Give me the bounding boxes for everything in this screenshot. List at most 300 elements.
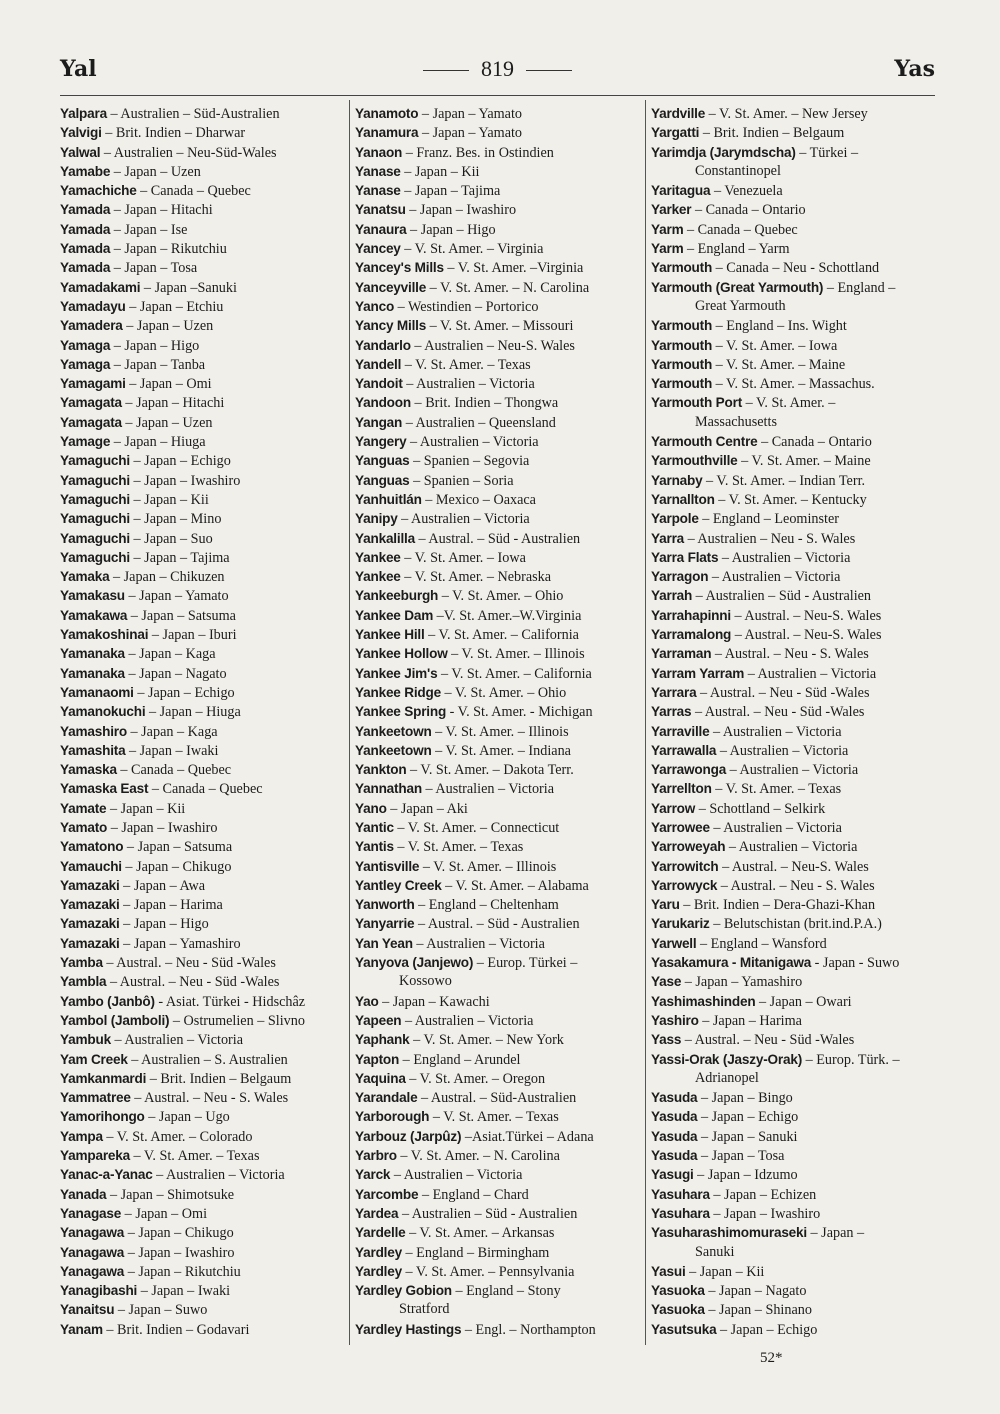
entry-headword: Yamabe — [60, 163, 111, 179]
entry-headword: Yarraville — [651, 723, 710, 739]
entry-headword: Yarmouth Centre — [651, 434, 758, 450]
entry-headword: Yankeetown — [355, 723, 432, 739]
entry-location: – Japan – Tosa — [697, 1148, 785, 1165]
entry-location: – Japan – Omi — [125, 376, 212, 393]
entry-location: – Japan – Ise — [110, 221, 188, 238]
entry-location: – Brit. Indien – Belgaum — [146, 1070, 292, 1087]
entry-headword: Yarramalong — [651, 627, 732, 643]
gazetteer-entry — [651, 509, 941, 528]
entry-headword: Yamaguchi — [60, 530, 130, 546]
entry-headword: Yasakamura - Mitanigawa — [651, 955, 812, 971]
entry-location: – Japan – Omi — [121, 1205, 208, 1222]
entry-location: – V. St. Amer. –Virginia — [443, 260, 584, 277]
gazetteer-entry — [355, 220, 638, 239]
gazetteer-entry — [651, 760, 941, 779]
gazetteer-entry — [651, 432, 941, 451]
gazetteer-entry — [355, 1281, 638, 1300]
entry-headword: Yasui — [651, 1263, 686, 1279]
entry-location: – Japan – Rikutchiu — [124, 1263, 241, 1280]
gazetteer-entry — [651, 220, 941, 239]
gazetteer-entry — [355, 451, 638, 470]
entry-location: Great Yarmouth — [695, 297, 786, 314]
entry-headword: Yancey's Mills — [355, 260, 444, 276]
gazetteer-entry — [60, 509, 345, 528]
entry-location: – Japan – Uzen — [110, 163, 201, 180]
entry-headword: Yamakasu — [60, 588, 125, 604]
entry-location: – Austral. – Neu - Süd -Wales — [102, 955, 276, 972]
gazetteer-entry — [355, 374, 638, 393]
gazetteer-entry — [651, 837, 941, 856]
entry-headword: Yampa — [60, 1128, 103, 1144]
entry-location: – Canada – Quebec — [148, 781, 263, 798]
gazetteer-entry — [651, 895, 941, 914]
entry-location: – V. St. Amer. – New York — [409, 1032, 564, 1049]
entry-headword: Yarrahapinni — [651, 607, 731, 623]
entry-headword: Yancey — [355, 241, 401, 257]
entry-location: – V. St. Amer. – Pennsylvania — [401, 1263, 575, 1280]
entry-location: – Japan – Bingo — [697, 1090, 793, 1107]
entry-location: – Austral. – Neu - S. Wales — [711, 646, 869, 663]
entry-headword: Yamanokuchi — [60, 704, 146, 720]
entry-location: – Austral. – Neu-S. Wales — [718, 858, 869, 875]
gazetteer-entry — [651, 143, 941, 162]
gazetteer-entry — [60, 1204, 345, 1223]
entry-location: – V. St. Amer. – — [742, 395, 836, 412]
entry-location: – Japan – Echigo — [697, 1109, 799, 1126]
gazetteer-entry — [60, 702, 345, 721]
gazetteer-entry — [355, 162, 638, 181]
entry-headword: Yamanaka — [60, 665, 125, 681]
gazetteer-entry — [60, 181, 345, 200]
entry-headword: Yanco — [355, 298, 395, 314]
entry-headword: Yarrowyck — [651, 877, 718, 893]
gazetteer-entry — [355, 625, 638, 644]
entry-location: – V. St. Amer. – Texas — [711, 781, 842, 798]
entry-headword: Yanase — [355, 163, 401, 179]
entry-location: – Venezuela — [710, 183, 783, 200]
entry-location: – Brit. Indien – Godavari — [102, 1321, 250, 1338]
entry-headword: Yamazaki — [60, 916, 120, 932]
gazetteer-entry — [60, 529, 345, 548]
gazetteer-entry — [355, 548, 638, 567]
entry-location: – Japan – Aki — [386, 800, 468, 817]
entry-location: Massachusetts — [695, 413, 777, 430]
entry-headword: Yampareka — [60, 1148, 130, 1164]
entry-headword: Yannathan — [355, 781, 422, 797]
entry-location: – Japan – Nagato — [704, 1283, 807, 1300]
gazetteer-entry — [651, 722, 941, 741]
entry-location: – Japan – Tosa — [110, 260, 198, 277]
entry-headword: Yanhuitlán — [355, 491, 422, 507]
entry-headword: Yangery — [355, 434, 407, 450]
gazetteer-entry — [651, 992, 941, 1011]
entry-location: – V. St. Amer. – California — [437, 665, 592, 682]
entry-location: – Japan – Tajima — [400, 183, 501, 200]
entry-location: – Spanien – Segovia — [409, 453, 530, 470]
entry-location: – Japan – Chikugo — [124, 1225, 234, 1242]
entry-headword: Yardelle — [355, 1225, 406, 1241]
gazetteer-entry — [355, 104, 638, 123]
entry-headword: Yamazaki — [60, 877, 120, 893]
entry-continuation — [651, 297, 941, 316]
entry-headword: Yanagawa — [60, 1225, 125, 1241]
running-head-left: Yal — [60, 56, 97, 82]
entry-headword: Yarm — [651, 221, 684, 237]
entry-location: – Japan – — [806, 1225, 865, 1242]
entry-location: – Australien – Victoria — [726, 762, 859, 779]
gazetteer-entry — [651, 181, 941, 200]
gazetteer-entry — [651, 1088, 941, 1107]
gazetteer-entry — [355, 567, 638, 586]
entry-location: – V. St. Amer. – Texas — [429, 1109, 559, 1126]
gazetteer-entry — [60, 413, 345, 432]
entry-location: – Japan – Idzumo — [693, 1167, 798, 1184]
entry-location: – Australien – Victoria — [401, 1012, 534, 1029]
entry-headword: Yardley — [355, 1244, 402, 1260]
entry-headword: Yamate — [60, 800, 107, 816]
entry-location: – V. St. Amer. – Texas — [393, 839, 524, 856]
entry-location: – Japan – Higo — [119, 916, 209, 933]
entry-location: – England – Chard — [418, 1186, 529, 1203]
entry-headword: Yamachiche — [60, 183, 137, 199]
entry-location: – Austral. – Neu - S. Wales — [717, 877, 875, 894]
gazetteer-entry — [355, 914, 638, 933]
entry-location: – England – Leominster — [698, 511, 839, 528]
gazetteer-entry — [651, 374, 941, 393]
entry-headword: Yashimashinden — [651, 993, 756, 1009]
entry-headword: Yamadera — [60, 318, 123, 334]
gazetteer-entry — [355, 181, 638, 200]
entry-location: – V. St. Amer. – Ohio — [441, 684, 567, 701]
entry-headword: Yamakawa — [60, 607, 128, 623]
gazetteer-entry — [651, 239, 941, 258]
entry-location: – Japan – Hitachi — [110, 202, 213, 219]
entry-location: – England – Wansford — [696, 935, 827, 952]
entry-location: – V. St. Amer. – Illinois — [431, 723, 569, 740]
entry-headword: Yamaguchi — [60, 549, 130, 565]
entry-headword: Yamaga — [60, 356, 111, 372]
entry-headword: Yasutsuka — [651, 1321, 717, 1337]
gazetteer-entry — [651, 857, 941, 876]
entry-headword: Yamazaki — [60, 935, 120, 951]
entry-headword: Yankee Hill — [355, 627, 425, 643]
entry-location: – Japan – Iwashiro — [129, 472, 241, 489]
entry-location: – Japan – Iburi — [148, 627, 237, 644]
gazetteer-entry — [355, 1107, 638, 1126]
entry-headword: Yankeeburgh — [355, 588, 439, 604]
entry-headword: Yanac-a-Yanac — [60, 1167, 153, 1183]
gazetteer-entry — [60, 1223, 345, 1242]
gazetteer-entry — [355, 1165, 638, 1184]
entry-headword: Yamage — [60, 434, 111, 450]
entry-headword: Yarragon — [651, 569, 709, 585]
entry-headword: Yamagami — [60, 376, 126, 392]
entry-location: – Japan – Rikutchiu — [110, 241, 227, 258]
entry-location: – V. St. Amer. – Illinois — [447, 646, 585, 663]
entry-headword: Yamaska East — [60, 781, 149, 797]
entry-location: – Europ. Türk. – — [802, 1051, 900, 1068]
entry-location: – V. St. Amer. – Indian Terr. — [702, 472, 866, 489]
entry-location: – Japan –Sanuki — [140, 279, 237, 296]
entry-location: – Ostrumelien – Slivno — [169, 1012, 305, 1029]
entry-headword: Yanaon — [355, 144, 403, 160]
entry-location: – Franz. Bes. in Ostindien — [402, 144, 554, 161]
gazetteer-entry — [60, 1069, 345, 1088]
gazetteer-entry — [60, 625, 345, 644]
entry-headword: Yarukariz — [651, 916, 710, 932]
entry-headword: Yamada — [60, 202, 111, 218]
gazetteer-entry — [60, 1088, 345, 1107]
entry-headword: Yasuoka — [651, 1283, 705, 1299]
entry-location: – Japan – Uzen — [121, 414, 213, 431]
entry-location: – Brit. Indien – Belgaum — [699, 125, 845, 142]
entry-location: – Japan – Echigo — [716, 1321, 818, 1338]
entry-location: – V. St. Amer. – Iowa — [400, 549, 526, 566]
entry-location: - V. St. Amer. - Michigan — [446, 704, 593, 721]
gazetteer-entry — [651, 1281, 941, 1300]
gazetteer-entry — [651, 567, 941, 586]
gazetteer-entry — [60, 972, 345, 991]
entry-location: – Türkei – — [795, 144, 859, 161]
entry-location: – Japan – Yamato — [418, 125, 523, 142]
entry-location: – V. St. Amer. – Texas — [401, 356, 531, 373]
gazetteer-entry — [355, 143, 638, 162]
gazetteer-entry — [651, 1030, 941, 1049]
gazetteer-entry — [60, 1300, 345, 1319]
entry-location: – Japan – Kii — [129, 491, 209, 508]
gazetteer-entry — [355, 760, 638, 779]
entry-location: – Japan – Sanuki — [697, 1128, 798, 1145]
entry-continuation — [651, 162, 941, 181]
gazetteer-entry — [355, 258, 638, 277]
gazetteer-entry — [355, 992, 638, 1011]
gazetteer-entry — [60, 914, 345, 933]
entry-location: – V. St. Amer. – New Jersey — [705, 106, 868, 122]
entry-continuation — [651, 413, 941, 432]
gazetteer-entry — [651, 1185, 941, 1204]
header-dash-right — [526, 70, 572, 71]
entry-headword: Yasuda — [651, 1148, 698, 1164]
entry-location: – England – Yarm — [683, 241, 790, 258]
entry-location: – Japan – Kii — [106, 800, 186, 817]
gazetteer-entry — [60, 779, 345, 798]
entry-location: – Japan – Etchiu — [125, 298, 224, 315]
gazetteer-entry — [651, 914, 941, 933]
gazetteer-entry — [355, 799, 638, 818]
gazetteer-entry — [355, 336, 638, 355]
gazetteer-entry — [651, 490, 941, 509]
entry-headword: Yass — [651, 1032, 682, 1048]
entry-location: – Japan – Shimotsuke — [106, 1186, 235, 1203]
gazetteer-entry — [60, 143, 345, 162]
entry-location: – V. St. Amer. – California — [424, 627, 579, 644]
gazetteer-entry — [60, 934, 345, 953]
gazetteer-entry — [60, 490, 345, 509]
entry-headword: Yanamura — [355, 125, 419, 141]
entry-headword: Yapeen — [355, 1012, 402, 1028]
entry-location: – V. St. Amer. – Texas — [130, 1148, 260, 1165]
entry-headword: Yarrawalla — [651, 742, 717, 758]
gazetteer-entry — [651, 644, 941, 663]
entry-headword: Yarrah — [651, 588, 693, 604]
entry-headword: Yanase — [355, 183, 401, 199]
entry-headword: Yanagawa — [60, 1244, 125, 1260]
entry-location: – Japan – Suo — [129, 530, 213, 547]
entry-headword: Yan Yean — [355, 935, 413, 951]
gazetteer-entry — [355, 239, 638, 258]
entry-headword: Yasugi — [651, 1167, 694, 1183]
entry-location: – Canada – Quebec — [683, 221, 798, 238]
entry-location: – Canada – Quebec — [136, 183, 251, 200]
gazetteer-entry — [355, 1146, 638, 1165]
entry-headword: Yambla — [60, 974, 107, 990]
entry-location: – Australien – Victoria — [110, 1032, 244, 1049]
entry-headword: Yankee Hollow — [355, 646, 448, 662]
gazetteer-entry — [355, 1320, 638, 1339]
entry-location: – Japan – Yamashiro — [681, 974, 803, 991]
gazetteer-entry — [60, 1146, 345, 1165]
entry-location: Constantinopel — [695, 162, 781, 179]
gazetteer-entry — [60, 664, 345, 683]
entry-headword: Yanyarrie — [355, 916, 415, 932]
gazetteer-entry — [355, 953, 638, 972]
entry-headword: Yankee Jim's — [355, 665, 438, 681]
entry-location: – V. St. Amer. – Virginia — [400, 241, 544, 258]
gazetteer-entry — [651, 336, 941, 355]
gazetteer-entry — [60, 336, 345, 355]
entry-headword: Yankee Spring — [355, 704, 447, 720]
entry-headword: Yardea — [355, 1205, 399, 1221]
gazetteer-entry — [60, 722, 345, 741]
gazetteer-entry — [651, 529, 941, 548]
entry-location: – Japan – Uzen — [122, 318, 214, 335]
gazetteer-entry — [651, 1320, 941, 1339]
entry-headword: Yantic — [355, 819, 394, 835]
entry-location: – Japan – Hitachi — [121, 395, 225, 412]
entry-location: – V. St. Amer. – N. Carolina — [426, 279, 590, 296]
entry-continuation — [651, 1069, 941, 1088]
gazetteer-entry — [355, 1243, 638, 1262]
entry-location: – Japan – Ugo — [144, 1109, 230, 1126]
gazetteer-entry — [60, 953, 345, 972]
entry-location: – Australien – Victoria — [725, 839, 858, 856]
gazetteer-entry — [60, 1185, 345, 1204]
gazetteer-entry — [60, 104, 345, 123]
entry-headword: Yamadakami — [60, 279, 141, 295]
column-divider-1 — [349, 100, 350, 1345]
gazetteer-entry — [651, 355, 941, 374]
gazetteer-entry — [60, 200, 345, 219]
entry-location: – Australien – Neu-S. Wales — [410, 337, 575, 354]
entry-headword: Yaritagua — [651, 183, 711, 199]
entry-location: – Austral. – Neu - Süd -Wales — [691, 704, 865, 721]
gazetteer-entry — [355, 393, 638, 412]
gazetteer-entry — [60, 895, 345, 914]
gazetteer-entry — [651, 278, 941, 297]
entry-headword: Yamagata — [60, 414, 122, 430]
entry-headword: Yanam — [60, 1321, 103, 1337]
gazetteer-entry — [355, 509, 638, 528]
entry-location: – Japan – Iwashiro — [107, 819, 218, 836]
gazetteer-entry — [355, 741, 638, 760]
entry-headword: Yarmouth Port — [651, 395, 743, 411]
entry-location: – V. St. Amer. – Alabama — [441, 877, 589, 894]
entry-location: – Japan – Iwaki — [125, 742, 219, 759]
entry-location: – Austral. – Neu - Süd -Wales — [106, 974, 280, 991]
entry-location: – Europ. Türkei – — [473, 955, 578, 972]
entry-location: – Australien – Victoria — [709, 723, 842, 740]
running-head-right: Yas — [894, 56, 935, 82]
entry-headword: Yalwal — [60, 144, 101, 160]
entry-headword: Yamazaki — [60, 897, 120, 913]
entry-headword: Yarmouth — [651, 318, 713, 334]
entry-headword: Yarrara — [651, 684, 697, 700]
entry-headword: Yamatono — [60, 839, 124, 855]
entry-location: – Canada – Neu - Schottland — [712, 260, 880, 277]
entry-headword: Yambuk — [60, 1032, 111, 1048]
entry-location: – Australien – Victoria — [708, 569, 841, 586]
gazetteer-entry — [651, 683, 941, 702]
entry-location: – Japan – Yamashiro — [119, 935, 241, 952]
gazetteer-entry — [60, 162, 345, 181]
gazetteer-entry — [355, 1011, 638, 1030]
entry-location: – Australien – Victoria — [718, 549, 851, 566]
page-header — [60, 50, 935, 90]
entry-headword: Yarroweyah — [651, 839, 726, 855]
gazetteer-entry — [60, 1281, 345, 1300]
entry-headword: Yassi-Orak (Jaszy-Orak) — [651, 1051, 803, 1067]
entry-location: – Japan – Kii — [685, 1263, 765, 1280]
entry-headword: Yammatree — [60, 1090, 131, 1106]
entry-location: – Japan – Tanba — [110, 356, 206, 373]
entry-location: – V. St. Amer. – Maine — [737, 453, 871, 470]
gazetteer-entry — [60, 1011, 345, 1030]
entry-headword: Yalpara — [60, 106, 107, 121]
gazetteer-entry — [60, 1243, 345, 1262]
entry-headword: Yamaka — [60, 569, 110, 585]
gazetteer-entry — [60, 1030, 345, 1049]
gazetteer-entry — [60, 393, 345, 412]
entry-location: – Japan – Chikuzen — [109, 569, 225, 586]
entry-location: – Spanien – Soria — [409, 472, 514, 489]
entry-headword: Yamashiro — [60, 723, 127, 739]
entry-location: – Schottland – Selkirk — [695, 800, 826, 817]
entry-headword: Yarrowitch — [651, 858, 719, 874]
entry-location: – England – Cheltenham — [414, 897, 559, 914]
gazetteer-entry — [355, 702, 638, 721]
gazetteer-entry — [60, 818, 345, 837]
entry-headword: Yase — [651, 974, 682, 990]
entry-location: – Austral. – Süd - Australien — [414, 916, 580, 933]
entry-location: – Japan – Iwashiro — [405, 202, 517, 219]
entry-headword: Yandell — [355, 356, 402, 372]
gazetteer-entry — [355, 316, 638, 335]
entry-location: – Japan – Suwo — [114, 1302, 208, 1319]
entry-location: – Australien – Victoria — [402, 376, 535, 393]
gazetteer-entry — [60, 799, 345, 818]
gazetteer-entry — [651, 876, 941, 895]
entry-headword: Yasuda — [651, 1090, 698, 1106]
entry-location: – Japan – Kii — [400, 163, 480, 180]
entry-headword: Yarrowee — [651, 819, 710, 835]
entry-headword: Yanaura — [355, 221, 407, 237]
gazetteer-entry — [651, 799, 941, 818]
gazetteer-entry — [651, 664, 941, 683]
entry-headword: Yamashita — [60, 742, 126, 758]
entry-headword: Yarandale — [355, 1090, 418, 1106]
gazetteer-entry — [651, 471, 941, 490]
entry-headword: Yarck — [355, 1167, 391, 1183]
